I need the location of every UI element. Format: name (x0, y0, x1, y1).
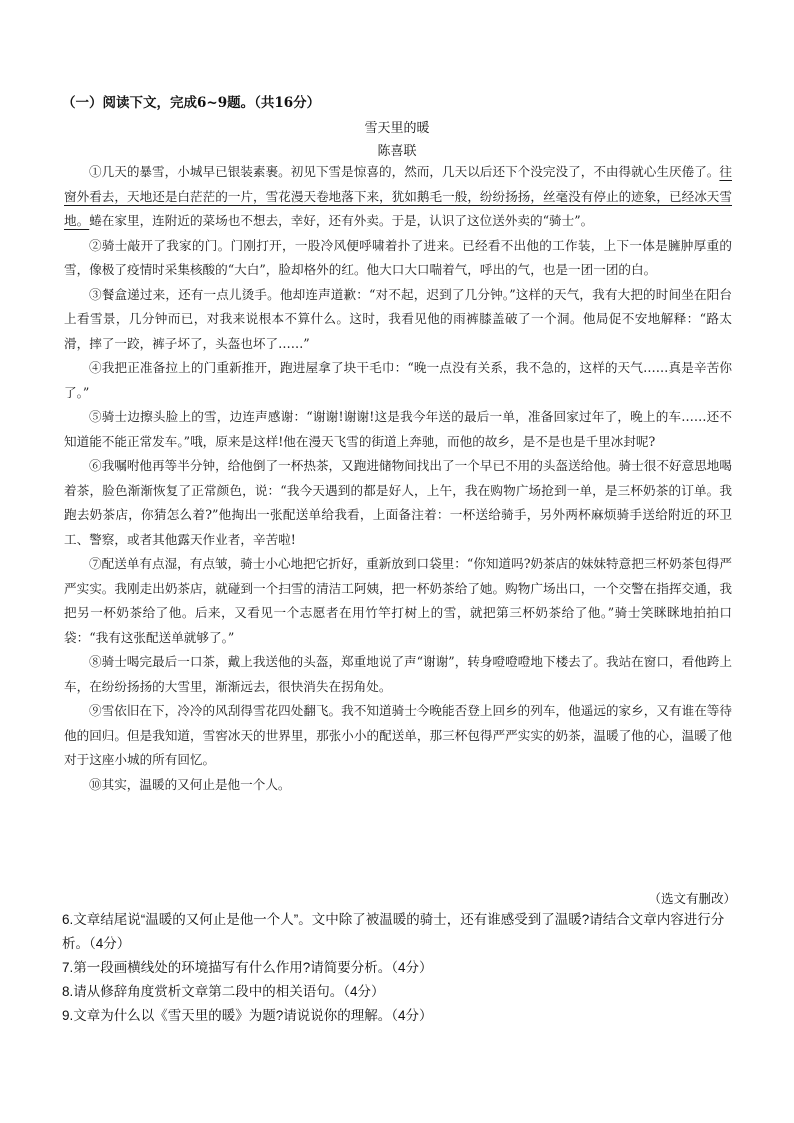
source-note: （选文有删改） (648, 891, 736, 906)
paragraph-4: ④我把正准备拉上的门重新推开，跑进屋拿了块干毛巾：“晚一点没有关系，我不急的，这样的天气……真是辛苦你了。” (64, 360, 732, 400)
paragraph-8: ⑧骑士喝完最后一口茶，戴上我送他的头盔，郑重地说了声“谢谢”，转身噔噔噔地下楼去了。我站在窗口，看他跨上车，在纷纷扬扬的大雪里，渐渐远去，很快消失在拐角处。 (64, 654, 732, 694)
question-list (62, 908, 738, 1028)
paragraph-1-text-a: ①几天的暴雪，小城早已银装素裹。初见下雪是惊喜的，然而，几天以后还下个没完没了，不由得就心生厌倦了。 (89, 164, 720, 179)
article-body (64, 160, 732, 797)
paragraph-7: ⑦配送单有点湿，有点皱，骑士小心地把它折好，重新放到口袋里：“你知道吗?奶茶店的妹妹特意把三杯奶茶包得严严实实。我刚走出奶茶店，就碰到一个扫雪的清洁工阿姨，把一杯奶茶给了她。购物广场出口，一个交警在指挥交通，我把另一杯奶茶给了他。后来，又看见一个志愿者在用竹竿打树上的雪，就把第三杯奶茶给了他。”骑士笑眯眯地拍拍口袋：“我有这张配送单就够了。” (64, 556, 732, 645)
article-title: 雪天里的暖 (364, 121, 430, 136)
article-author: 陈喜联 (377, 144, 417, 159)
underlined-passage: 往窗外看去，天地还是白茫茫的一片，雪花漫天卷地落下来，犹如鹅毛一般，纷纷扬扬，丝毫没有停止的迹象，已经冰天雪地。 (64, 164, 732, 228)
paragraph-6: ⑥我嘱咐他再等半分钟，给他倒了一杯热茶，又跑进储物间找出了一个早已不用的头盔送给他。骑士很不好意思地喝着茶，脸色渐渐恢复了正常颜色，说：“我今天遇到的都是好人，上午，我在购物广场抢到一单，是三杯奶茶的订单。我跑去奶茶店，你猜怎么着?”他掏出一张配送单给我看，上面备注着：一杯送给骑手，另外两杯麻烦骑手送给附近的环卫工、警察，或者其他露天作业者，辛苦啦! (64, 458, 732, 547)
question-9: 9.文章为什么以《雪天里的暖》为题?请说说你的理解。（4分） (62, 1008, 433, 1023)
paragraph-1 (64, 160, 732, 234)
paragraph-1-text-b: 蜷在家里，连附近的菜场也不想去，幸好，还有外卖。于是，认识了这位送外卖的“骑士”。 (89, 213, 594, 228)
paragraph-3: ③餐盒递过来，还有一点儿烫手。他却连声道歉：“对不起，迟到了几分钟。”这样的天气，我有大把的时间坐在阳台上看雪景，几分钟而已，对我来说根本不算什么。这时，我看见他的雨裤膝盖破了一个洞。他局促不安地解释：“路太滑，摔了一跤，裤子坏了，头盔也坏了……” (64, 286, 732, 351)
paragraph-9: ⑨雪依旧在下，冷冷的风刮得雪花四处翻飞。我不知道骑士今晚能否登上回乡的列车，他遥远的家乡，又有谁在等待他的回归。但是我知道，雪窖冰天的世界里，那张小小的配送单，那三杯包得严严实实的奶茶，温暖了他的心，温暖了他对于这座小城的所有回忆。 (64, 703, 732, 767)
question-7: 7.第一段画横线处的环境描写有什么作用?请简要分析。（4分） (62, 960, 433, 975)
question-6: 6.文章结尾说“温暖的又何止是他一个人”。文中除了被温暖的骑士，还有谁感受到了温暖?请结合文章内容进行分析。（4分） (62, 912, 725, 951)
question-8: 8.请从修辞角度赏析文章第二段中的相关语句。（4分） (62, 984, 385, 999)
paragraph-2: ②骑士敲开了我家的门。门刚打开，一股冷风便呼啸着扑了进来。已经看不出他的工作装，上下一体是臃肿厚重的雪，像极了疫情时采集核酸的“大白”，脸却格外的红。他大口大口喘着气，呼出的气，也是一团一团的白。 (64, 237, 732, 277)
paragraph-5: ⑤骑士边擦头脸上的雪，边连声感谢：“谢谢!谢谢!这是我今年送的最后一单，准备回家过年了，晚上的车……还不知道能不能正常发车。”哦，原来是这样!他在漫天飞雪的街道上奔驰，而他的故乡，是不是也是千里冰封呢? (64, 409, 732, 449)
paragraph-10: ⑩其实，温暖的又何止是他一个人。 (89, 776, 291, 792)
section-heading: （一）阅读下文，完成6~9题。（共16分） (62, 95, 321, 111)
